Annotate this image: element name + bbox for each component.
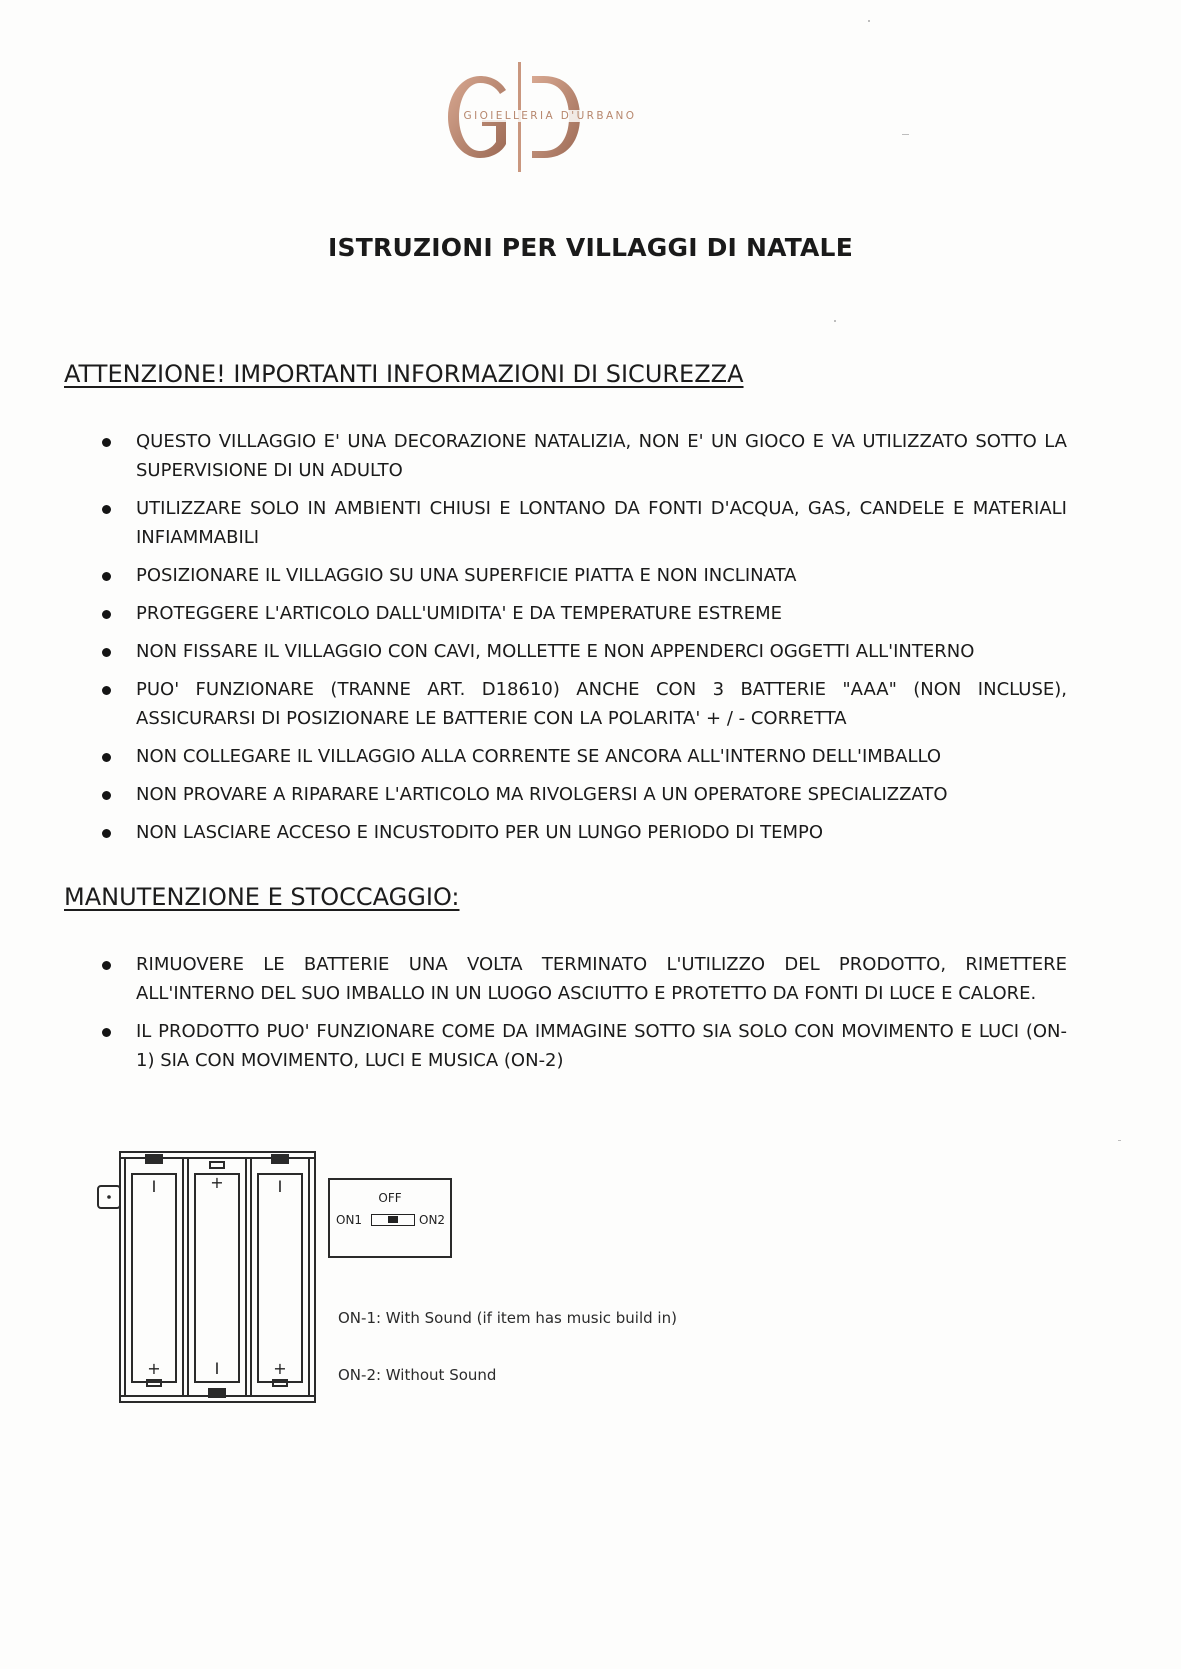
battery-compartment-diagram: [95, 1148, 320, 1408]
brand-name: GIOIELLERIA D'URBANO: [463, 110, 637, 122]
list-item: PROTEGGERE L'ARTICOLO DALL'UMIDITA' E DA TEMPERATURE ESTREME: [102, 599, 1067, 628]
switch-row: [336, 1213, 446, 1229]
scan-speck: [834, 320, 836, 322]
switch-knob: [388, 1216, 398, 1223]
safety-heading: ATTENZIONE! IMPORTANTI INFORMAZIONI DI SICUREZZA: [64, 360, 744, 388]
battery-2-minus-label: I: [214, 1359, 220, 1378]
maintenance-list: [102, 950, 1067, 1084]
list-item: PUO' FUNZIONARE (TRANNE ART. D18610) ANCHE CON 3 BATTERIE "AAA" (NON INCLUSE), ASSICURARSI DI POSIZIONARE LE BATTERIE CON LA POLARITA' + / - CORRETTA: [102, 675, 1067, 733]
list-item: POSIZIONARE IL VILLAGGIO SU UNA SUPERFICIE PIATTA E NON INCLINATA: [102, 561, 1067, 590]
switch-on1-label: ON1: [336, 1213, 363, 1227]
switch-on2-label: ON2: [419, 1213, 446, 1227]
maintenance-heading: MANUTENZIONE E STOCCAGGIO:: [64, 883, 460, 911]
battery-1-plus-label: +: [147, 1359, 161, 1378]
switch-off-label: OFF: [378, 1191, 402, 1205]
list-item: QUESTO VILLAGGIO E' UNA DECORAZIONE NATALIZIA, NON E' UN GIOCO E VA UTILIZZATO SOTTO LA SUPERVISIONE DI UN ADULTO: [102, 427, 1067, 485]
battery-1-minus-label: I: [151, 1177, 157, 1196]
list-item: NON LASCIARE ACCESO E INCUSTODITO PER UN LUNGO PERIODO DI TEMPO: [102, 818, 1067, 847]
battery-3-plus-label: +: [273, 1359, 287, 1378]
battery-2-plus-label: +: [210, 1173, 224, 1192]
list-item: IL PRODOTTO PUO' FUNZIONARE COME DA IMMAGINE SOTTO SIA SOLO CON MOVIMENTO E LUCI (ON-1) SIA CON MOVIMENTO, LUCI E MUSICA (ON-2): [102, 1017, 1067, 1075]
list-item: NON PROVARE A RIPARARE L'ARTICOLO MA RIVOLGERSI A UN OPERATORE SPECIALIZZATO: [102, 780, 1067, 809]
mode-on2-description: ON-2: Without Sound: [338, 1366, 497, 1384]
battery-holder-icon: [95, 1148, 320, 1408]
power-switch-diagram: [328, 1178, 452, 1258]
scan-speck: [868, 20, 870, 22]
list-item: UTILIZZARE SOLO IN AMBIENTI CHIUSI E LONTANO DA FONTI D'ACQUA, GAS, CANDELE E MATERIALI INFIAMMABILI: [102, 494, 1067, 552]
mode-on1-description: ON-1: With Sound (if item has music build in): [338, 1309, 677, 1327]
scan-speck: [1118, 1140, 1121, 1141]
scan-speck: [902, 134, 909, 135]
document-title: ISTRUZIONI PER VILLAGGI DI NATALE: [328, 233, 853, 262]
brand-logo: [440, 58, 660, 176]
list-item: RIMUOVERE LE BATTERIE UNA VOLTA TERMINATO L'UTILIZZO DEL PRODOTTO, RIMETTERE ALL'INTERNO DEL SUO IMBALLO IN UN LUOGO ASCIUTTO E PROTETTO DA FONTI DI LUCE E CALORE.: [102, 950, 1067, 1008]
list-item: NON FISSARE IL VILLAGGIO CON CAVI, MOLLETTE E NON APPENDERCI OGGETTI ALL'INTERNO: [102, 637, 1067, 666]
list-item: NON COLLEGARE IL VILLAGGIO ALLA CORRENTE SE ANCORA ALL'INTERNO DELL'IMBALLO: [102, 742, 1067, 771]
battery-3-minus-label: I: [277, 1177, 283, 1196]
switch-track: [371, 1214, 415, 1226]
safety-list: [102, 427, 1067, 856]
